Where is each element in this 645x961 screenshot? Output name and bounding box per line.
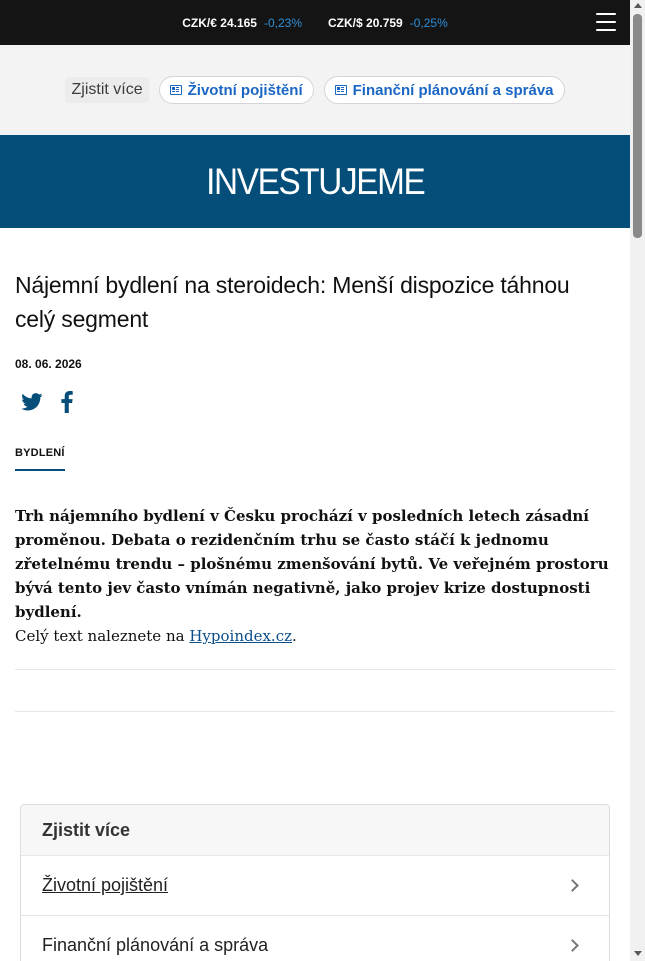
news-icon	[170, 85, 182, 95]
source-suffix: .	[292, 627, 297, 645]
rate-usd-pair: CZK/$	[328, 15, 363, 30]
divider	[15, 711, 615, 712]
article-body	[0, 504, 630, 648]
rate-usd-change: -0,25%	[409, 15, 448, 30]
related-item-life-insurance[interactable]	[21, 855, 609, 915]
related-item-financial-planning[interactable]	[21, 915, 609, 961]
brand-logo: INVESTUJEME	[205, 160, 425, 202]
chip-financial-planning[interactable]	[324, 76, 565, 104]
scrollbar-thumb[interactable]	[633, 14, 642, 238]
chevron-right-icon	[566, 939, 579, 952]
related-item-label: Životní pojištění	[42, 875, 169, 895]
source-link[interactable]: Hypoindex.cz	[189, 627, 292, 645]
source-prefix: Celý text naleznete na	[15, 627, 185, 645]
chip-life-insurance-label: Životní pojištění	[187, 81, 303, 99]
tag-wrap	[15, 443, 615, 471]
rate-usd	[328, 16, 448, 30]
topic-chips-bar	[0, 45, 630, 135]
article-date: 08. 06. 2026	[15, 357, 82, 371]
facebook-icon[interactable]	[61, 391, 73, 413]
chevron-right-icon	[566, 879, 579, 892]
rate-eur-change: -0,23%	[263, 15, 302, 30]
rate-eur-pair: CZK/€	[182, 15, 217, 30]
twitter-icon[interactable]	[21, 393, 43, 411]
chips-label: Zjistit více	[65, 77, 148, 103]
article-headline: Nájemní bydlení na steroidech: Menší dispozice táhnou celý segment	[15, 272, 570, 332]
news-icon	[335, 85, 347, 95]
scrollbar[interactable]	[630, 0, 645, 961]
category-tag[interactable]: BYDLENÍ	[15, 447, 65, 471]
scroll-up-arrow-icon[interactable]	[634, 3, 642, 8]
related-title: Zjistit více	[21, 805, 609, 855]
hamburger-menu-icon[interactable]	[596, 13, 616, 31]
rate-usd-value: 20.759	[366, 15, 403, 30]
article-header	[0, 268, 630, 471]
related-box	[20, 804, 610, 961]
share-buttons	[15, 391, 615, 413]
divider	[15, 669, 615, 670]
brand-banner[interactable]	[0, 135, 630, 228]
article-source	[15, 624, 615, 648]
article-lead: Trh nájemního bydlení v Česku prochází v posledních letech zásadní proměnou. Debata o rezidenčním trhu se často stáčí k jednomu zřetelnému trendu – plošnému zmenšování bytů. Ve veřejném prostoru bývá tento jev často vnímán negativně, jako projev krize dostupnosti bydlení.	[15, 507, 609, 621]
chip-financial-planning-label: Finanční plánování a správa	[352, 81, 554, 99]
related-item-label: Finanční plánování a správa	[42, 935, 269, 955]
scroll-down-arrow-icon[interactable]	[634, 951, 642, 956]
chip-life-insurance[interactable]	[159, 76, 314, 104]
rate-eur-value: 24.165	[220, 15, 257, 30]
currency-ticker-bar	[0, 0, 630, 45]
rate-eur	[182, 16, 302, 30]
